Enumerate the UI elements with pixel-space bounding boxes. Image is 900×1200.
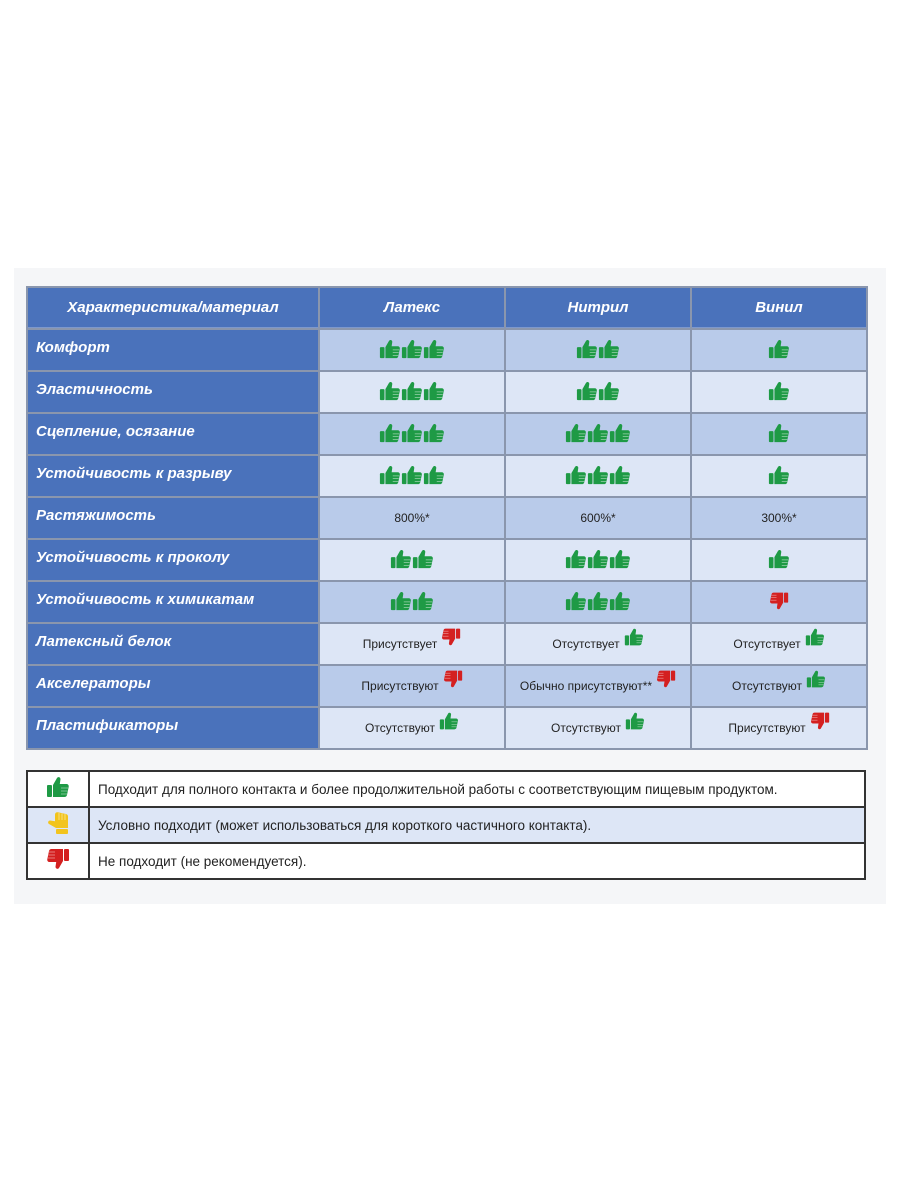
table-row <box>28 708 866 748</box>
thumb-side-yellow-icon <box>46 811 70 835</box>
table-cell <box>506 540 690 580</box>
cell-text: Отсутствуют <box>365 721 435 735</box>
rating-thumbs <box>379 338 445 360</box>
thumb-up-green-icon <box>576 338 598 360</box>
cell-text: Обычно присутствуют** <box>519 679 653 693</box>
table-cell <box>692 624 866 664</box>
cell-text: Отсутствует <box>733 637 801 651</box>
thumb-up-green-icon <box>423 380 445 402</box>
rating-thumbs <box>379 380 445 402</box>
thumb-up-green-icon <box>609 590 631 612</box>
cell-icon <box>624 627 644 647</box>
cell-content <box>580 511 615 525</box>
row-label: Пластификаторы <box>28 708 318 748</box>
thumb-up-green-icon <box>401 380 423 402</box>
table-cell <box>506 498 690 538</box>
rating-thumbs <box>565 422 631 444</box>
cell-content <box>761 511 796 525</box>
table-cell <box>320 624 504 664</box>
thumb-up-green-icon <box>401 338 423 360</box>
header-latex: Латекс <box>320 288 504 328</box>
thumb-up-green-icon <box>806 669 826 689</box>
thumb-up-green-icon <box>379 338 401 360</box>
table-cell <box>692 666 866 706</box>
legend-icon <box>46 811 70 835</box>
legend-row <box>27 771 865 807</box>
legend-icon <box>46 775 70 799</box>
thumb-up-green-icon <box>598 380 620 402</box>
rating-thumbs <box>379 464 445 486</box>
legend-icon-cell <box>27 843 89 879</box>
thumb-up-green-icon <box>423 464 445 486</box>
rating-thumbs <box>379 422 445 444</box>
row-label: Акселераторы <box>28 666 318 706</box>
table-cell <box>320 414 504 454</box>
cell-text: 800%* <box>394 511 430 525</box>
cell-content <box>552 634 643 654</box>
thumb-up-green-icon <box>565 422 587 444</box>
table-cell <box>692 582 866 622</box>
thumb-up-green-icon <box>624 627 644 647</box>
cell-icon <box>441 627 461 647</box>
table-cell <box>506 582 690 622</box>
thumb-up-green-icon <box>805 627 825 647</box>
cell-content <box>363 634 462 654</box>
thumb-down-red-icon <box>443 669 463 689</box>
cell-text: Присутствуют <box>361 679 439 693</box>
rating-thumbs <box>576 338 620 360</box>
cell-content <box>551 718 645 738</box>
thumb-down-red-icon <box>810 711 830 731</box>
cell-icon <box>806 669 826 689</box>
thumb-up-green-icon <box>587 548 609 570</box>
thumb-up-green-icon <box>565 548 587 570</box>
rating-thumbs <box>768 464 790 486</box>
table-row <box>28 330 866 370</box>
table-cell <box>692 414 866 454</box>
table-cell <box>506 456 690 496</box>
thumb-up-green-icon <box>46 775 70 799</box>
cell-text: Присутствует <box>362 637 438 651</box>
header-nitrile: Нитрил <box>506 288 690 328</box>
cell-content <box>365 718 459 738</box>
table-cell <box>320 540 504 580</box>
cell-icon <box>439 711 459 731</box>
thumb-up-green-icon <box>379 422 401 444</box>
thumb-up-green-icon <box>609 422 631 444</box>
cell-content <box>361 676 462 696</box>
row-label: Растяжимость <box>28 498 318 538</box>
table-row <box>28 624 866 664</box>
table-cell <box>320 582 504 622</box>
thumb-up-green-icon <box>587 422 609 444</box>
cell-text: Отсутствуют <box>732 679 802 693</box>
rating-thumbs <box>565 548 631 570</box>
table-cell <box>692 498 866 538</box>
table-cell <box>320 456 504 496</box>
row-label: Устойчивость к разрыву <box>28 456 318 496</box>
table-cell <box>506 624 690 664</box>
legend-icon-cell <box>27 807 89 843</box>
table-cell <box>692 456 866 496</box>
rating-thumbs <box>390 548 434 570</box>
thumb-up-green-icon <box>379 380 401 402</box>
rating-thumbs <box>565 590 631 612</box>
rating-thumbs <box>768 380 790 402</box>
thumb-up-green-icon <box>439 711 459 731</box>
thumb-up-green-icon <box>768 464 790 486</box>
thumb-up-green-icon <box>412 590 434 612</box>
legend-text: Условно подходит (может использоваться для короткого частичного контакта). <box>89 807 865 843</box>
table-row <box>28 498 866 538</box>
table-cell <box>320 330 504 370</box>
cell-text: Отсутствует <box>552 637 620 651</box>
cell-icon <box>656 669 676 689</box>
thumb-up-green-icon <box>768 380 790 402</box>
table-row <box>28 540 866 580</box>
thumb-up-green-icon <box>401 464 423 486</box>
thumb-down-red-icon <box>46 847 70 871</box>
cell-icon <box>769 591 789 611</box>
thumb-up-green-icon <box>390 590 412 612</box>
table-cell <box>506 372 690 412</box>
table-cell <box>320 372 504 412</box>
legend-icon <box>46 847 70 871</box>
table-cell <box>320 666 504 706</box>
cell-content <box>728 718 829 738</box>
thumb-up-green-icon <box>768 422 790 444</box>
row-label: Эластичность <box>28 372 318 412</box>
rating-thumbs <box>768 338 790 360</box>
thumb-up-green-icon <box>587 590 609 612</box>
table-row <box>28 582 866 622</box>
table-cell <box>506 666 690 706</box>
table-cell <box>692 708 866 748</box>
legend-text: Подходит для полного контакта и более продолжительной работы с соответствующим пищевым продуктом. <box>89 771 865 807</box>
thumb-up-green-icon <box>576 380 598 402</box>
table-header-row <box>28 288 866 328</box>
rating-thumbs <box>768 548 790 570</box>
thumb-down-red-icon <box>441 627 461 647</box>
header-characteristic: Характеристика/материал <box>28 288 318 328</box>
thumb-up-green-icon <box>423 338 445 360</box>
row-label: Комфорт <box>28 330 318 370</box>
thumb-down-red-icon <box>656 669 676 689</box>
rating-thumbs <box>565 464 631 486</box>
thumb-up-green-icon <box>625 711 645 731</box>
thumb-up-green-icon <box>598 338 620 360</box>
legend-text: Не подходит (не рекомендуется). <box>89 843 865 879</box>
table-cell <box>692 540 866 580</box>
thumb-up-green-icon <box>379 464 401 486</box>
row-label: Устойчивость к проколу <box>28 540 318 580</box>
cell-text: Присутствуют <box>728 721 806 735</box>
thumb-up-green-icon <box>412 548 434 570</box>
thumb-up-green-icon <box>587 464 609 486</box>
cell-text: 600%* <box>580 511 616 525</box>
legend-table <box>26 770 866 880</box>
table-row <box>28 666 866 706</box>
cell-text: Отсутствуют <box>551 721 621 735</box>
thumb-down-red-icon <box>769 591 789 611</box>
table-row <box>28 414 866 454</box>
row-label: Устойчивость к химикатам <box>28 582 318 622</box>
table-cell <box>506 708 690 748</box>
table-cell <box>692 372 866 412</box>
table-cell <box>320 708 504 748</box>
comparison-table <box>26 286 868 750</box>
thumb-up-green-icon <box>390 548 412 570</box>
table-row <box>28 456 866 496</box>
legend-row <box>27 843 865 879</box>
cell-icon <box>810 711 830 731</box>
thumb-up-green-icon <box>609 464 631 486</box>
rating-thumbs <box>576 380 620 402</box>
cell-text: 300%* <box>761 511 797 525</box>
thumb-up-green-icon <box>565 590 587 612</box>
rating-thumbs <box>390 590 434 612</box>
thumb-up-green-icon <box>609 548 631 570</box>
table-row <box>28 372 866 412</box>
legend-row <box>27 807 865 843</box>
cell-content <box>732 676 826 696</box>
rating-thumbs <box>768 422 790 444</box>
table-cell <box>692 330 866 370</box>
cell-content <box>769 591 789 611</box>
cell-icon <box>805 627 825 647</box>
table-cell <box>506 414 690 454</box>
thumb-up-green-icon <box>401 422 423 444</box>
thumb-up-green-icon <box>423 422 445 444</box>
cell-icon <box>625 711 645 731</box>
cell-content <box>733 634 824 654</box>
thumb-up-green-icon <box>768 338 790 360</box>
legend-icon-cell <box>27 771 89 807</box>
table-cell <box>320 498 504 538</box>
thumb-up-green-icon <box>565 464 587 486</box>
cell-icon <box>443 669 463 689</box>
cell-content <box>520 676 676 696</box>
row-label: Латексный белок <box>28 624 318 664</box>
table-cell <box>506 330 690 370</box>
row-label: Сцепление, осязание <box>28 414 318 454</box>
cell-content <box>394 511 429 525</box>
header-vinyl: Винил <box>692 288 866 328</box>
thumb-up-green-icon <box>768 548 790 570</box>
